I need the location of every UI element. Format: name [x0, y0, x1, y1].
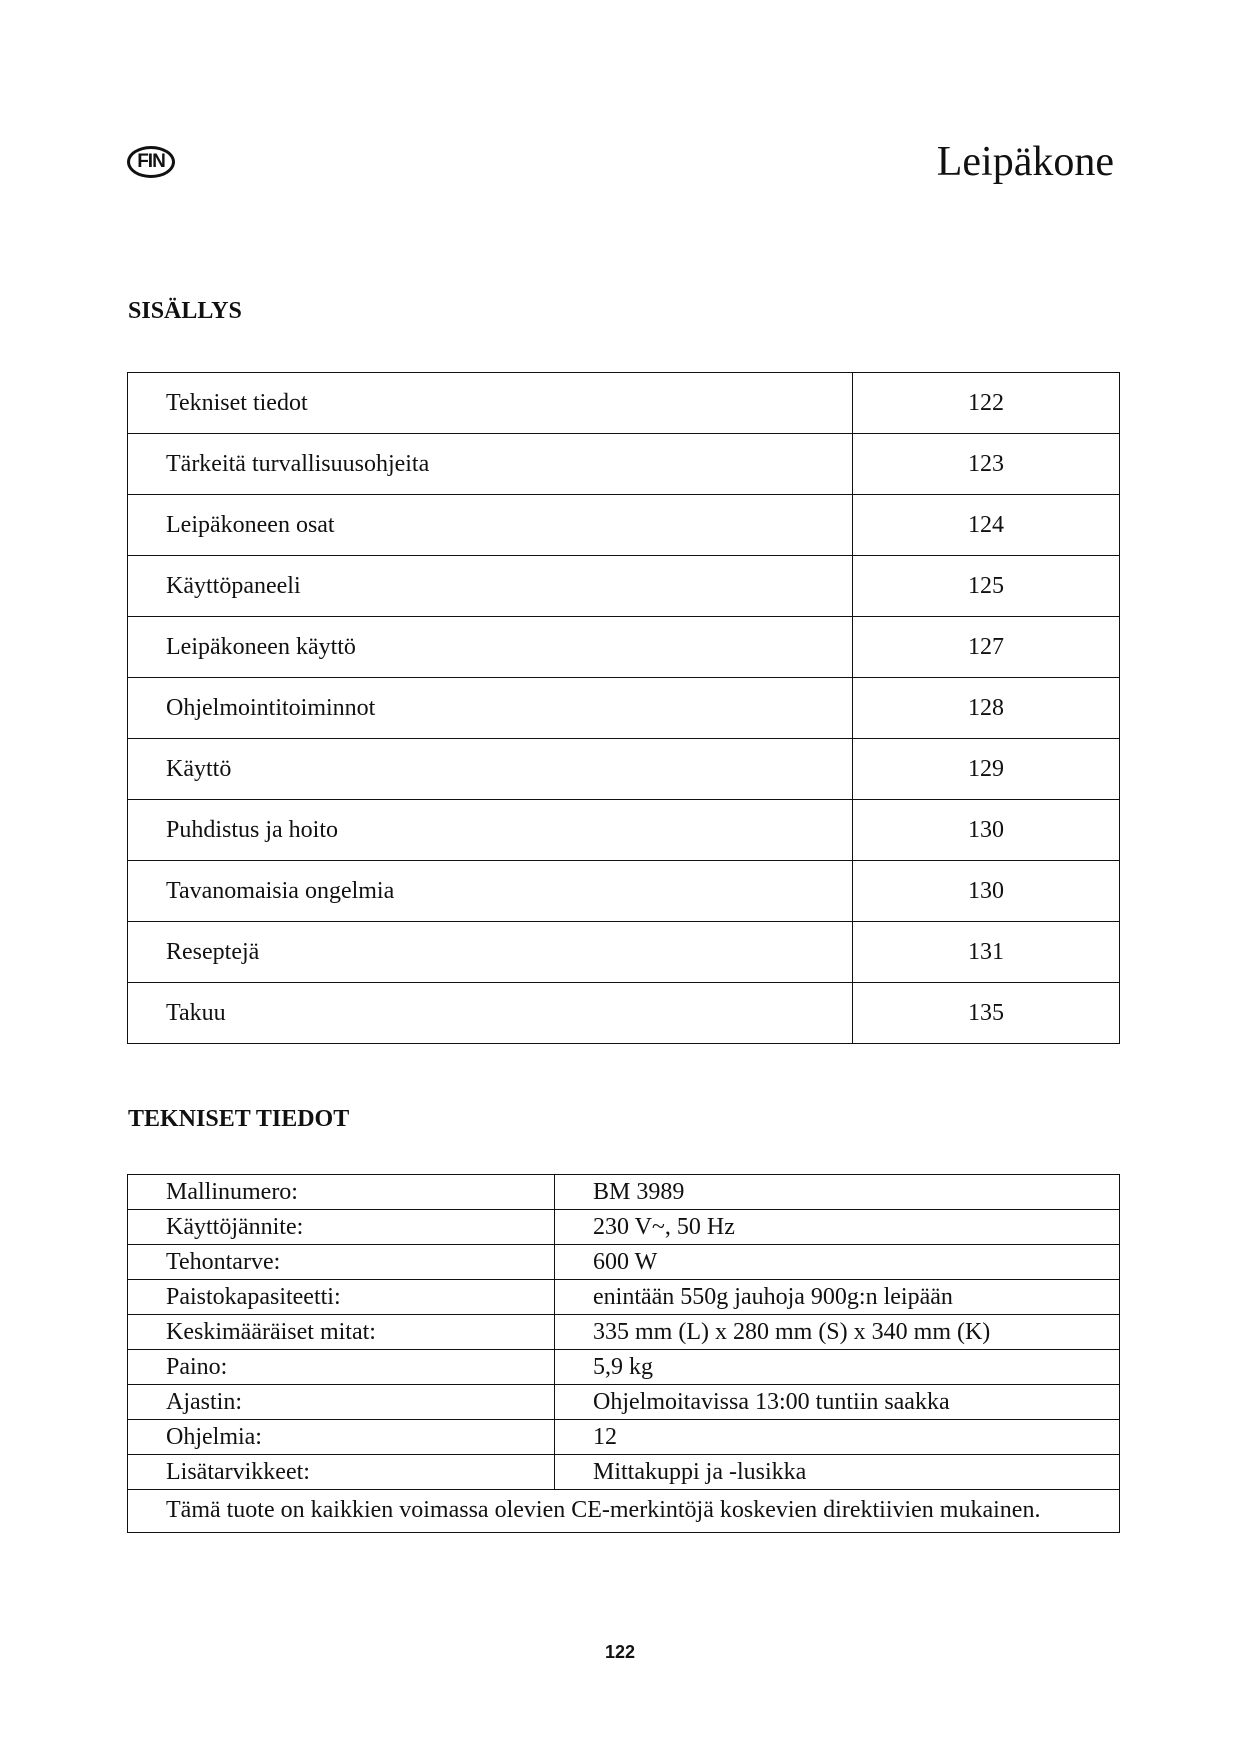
spec-row	[128, 1350, 1120, 1385]
document-title: Leipäkone	[936, 139, 1114, 185]
toc-item-page: 125	[853, 556, 1120, 617]
spec-label: Paistokapasiteetti:	[128, 1280, 555, 1315]
toc-row	[128, 678, 1120, 739]
spec-label: Paino:	[128, 1350, 555, 1385]
toc-row	[128, 434, 1120, 495]
spec-row	[128, 1175, 1120, 1210]
toc-heading: SISÄLLYS	[128, 298, 242, 324]
spec-row	[128, 1385, 1120, 1420]
toc-row	[128, 373, 1120, 434]
toc-item-title: Ohjelmointitoiminnot	[128, 678, 853, 739]
toc-item-title: Takuu	[128, 983, 853, 1044]
toc-row	[128, 617, 1120, 678]
toc-item-title: Leipäkoneen osat	[128, 495, 853, 556]
spec-label: Lisätarvikkeet:	[128, 1455, 555, 1490]
toc-item-title: Puhdistus ja hoito	[128, 800, 853, 861]
spec-value: BM 3989	[555, 1175, 1120, 1210]
toc-item-title: Leipäkoneen käyttö	[128, 617, 853, 678]
toc-row	[128, 800, 1120, 861]
toc-item-page: 122	[853, 373, 1120, 434]
spec-row	[128, 1245, 1120, 1280]
spec-label: Mallinumero:	[128, 1175, 555, 1210]
spec-row	[128, 1315, 1120, 1350]
spec-label: Ajastin:	[128, 1385, 555, 1420]
toc-row	[128, 861, 1120, 922]
toc-row	[128, 495, 1120, 556]
specs-table	[127, 1174, 1120, 1533]
toc-row	[128, 739, 1120, 800]
toc-item-page: 131	[853, 922, 1120, 983]
toc-item-page: 129	[853, 739, 1120, 800]
spec-value: 600 W	[555, 1245, 1120, 1280]
spec-row	[128, 1280, 1120, 1315]
toc-item-page: 127	[853, 617, 1120, 678]
toc-item-title: Tavanomaisia ongelmia	[128, 861, 853, 922]
spec-label: Käyttöjännite:	[128, 1210, 555, 1245]
language-badge: FIN	[127, 146, 175, 178]
toc-item-page: 130	[853, 861, 1120, 922]
toc-item-title: Tärkeitä turvallisuusohjeita	[128, 434, 853, 495]
spec-value: 12	[555, 1420, 1120, 1455]
spec-value: 5,9 kg	[555, 1350, 1120, 1385]
toc-row	[128, 983, 1120, 1044]
toc-item-page: 128	[853, 678, 1120, 739]
toc-table	[127, 372, 1120, 1044]
spec-value: Mittakuppi ja -lusikka	[555, 1455, 1120, 1490]
spec-label: Tehontarve:	[128, 1245, 555, 1280]
toc-item-title: Tekniset tiedot	[128, 373, 853, 434]
spec-row	[128, 1455, 1120, 1490]
spec-value: 230 V~, 50 Hz	[555, 1210, 1120, 1245]
spec-note-row	[128, 1490, 1120, 1533]
spec-value: enintään 550g jauhoja 900g:n leipään	[555, 1280, 1120, 1315]
spec-label: Keskimääräiset mitat:	[128, 1315, 555, 1350]
toc-item-page: 123	[853, 434, 1120, 495]
toc-item-title: Käyttöpaneeli	[128, 556, 853, 617]
toc-item-page: 130	[853, 800, 1120, 861]
toc-item-page: 135	[853, 983, 1120, 1044]
spec-value: Ohjelmoitavissa 13:00 tuntiin saakka	[555, 1385, 1120, 1420]
toc-item-page: 124	[853, 495, 1120, 556]
toc-row	[128, 922, 1120, 983]
toc-row	[128, 556, 1120, 617]
spec-value: 335 mm (L) x 280 mm (S) x 340 mm (K)	[555, 1315, 1120, 1350]
specs-heading: TEKNISET TIEDOT	[128, 1106, 350, 1132]
page-number: 122	[604, 1642, 636, 1662]
toc-item-title: Reseptejä	[128, 922, 853, 983]
spec-row	[128, 1420, 1120, 1455]
spec-row	[128, 1210, 1120, 1245]
spec-label: Ohjelmia:	[128, 1420, 555, 1455]
toc-item-title: Käyttö	[128, 739, 853, 800]
ce-conformity-note: Tämä tuote on kaikkien voimassa olevien CE-merkintöjä koskevien direktiivien mukainen.	[128, 1490, 1120, 1533]
